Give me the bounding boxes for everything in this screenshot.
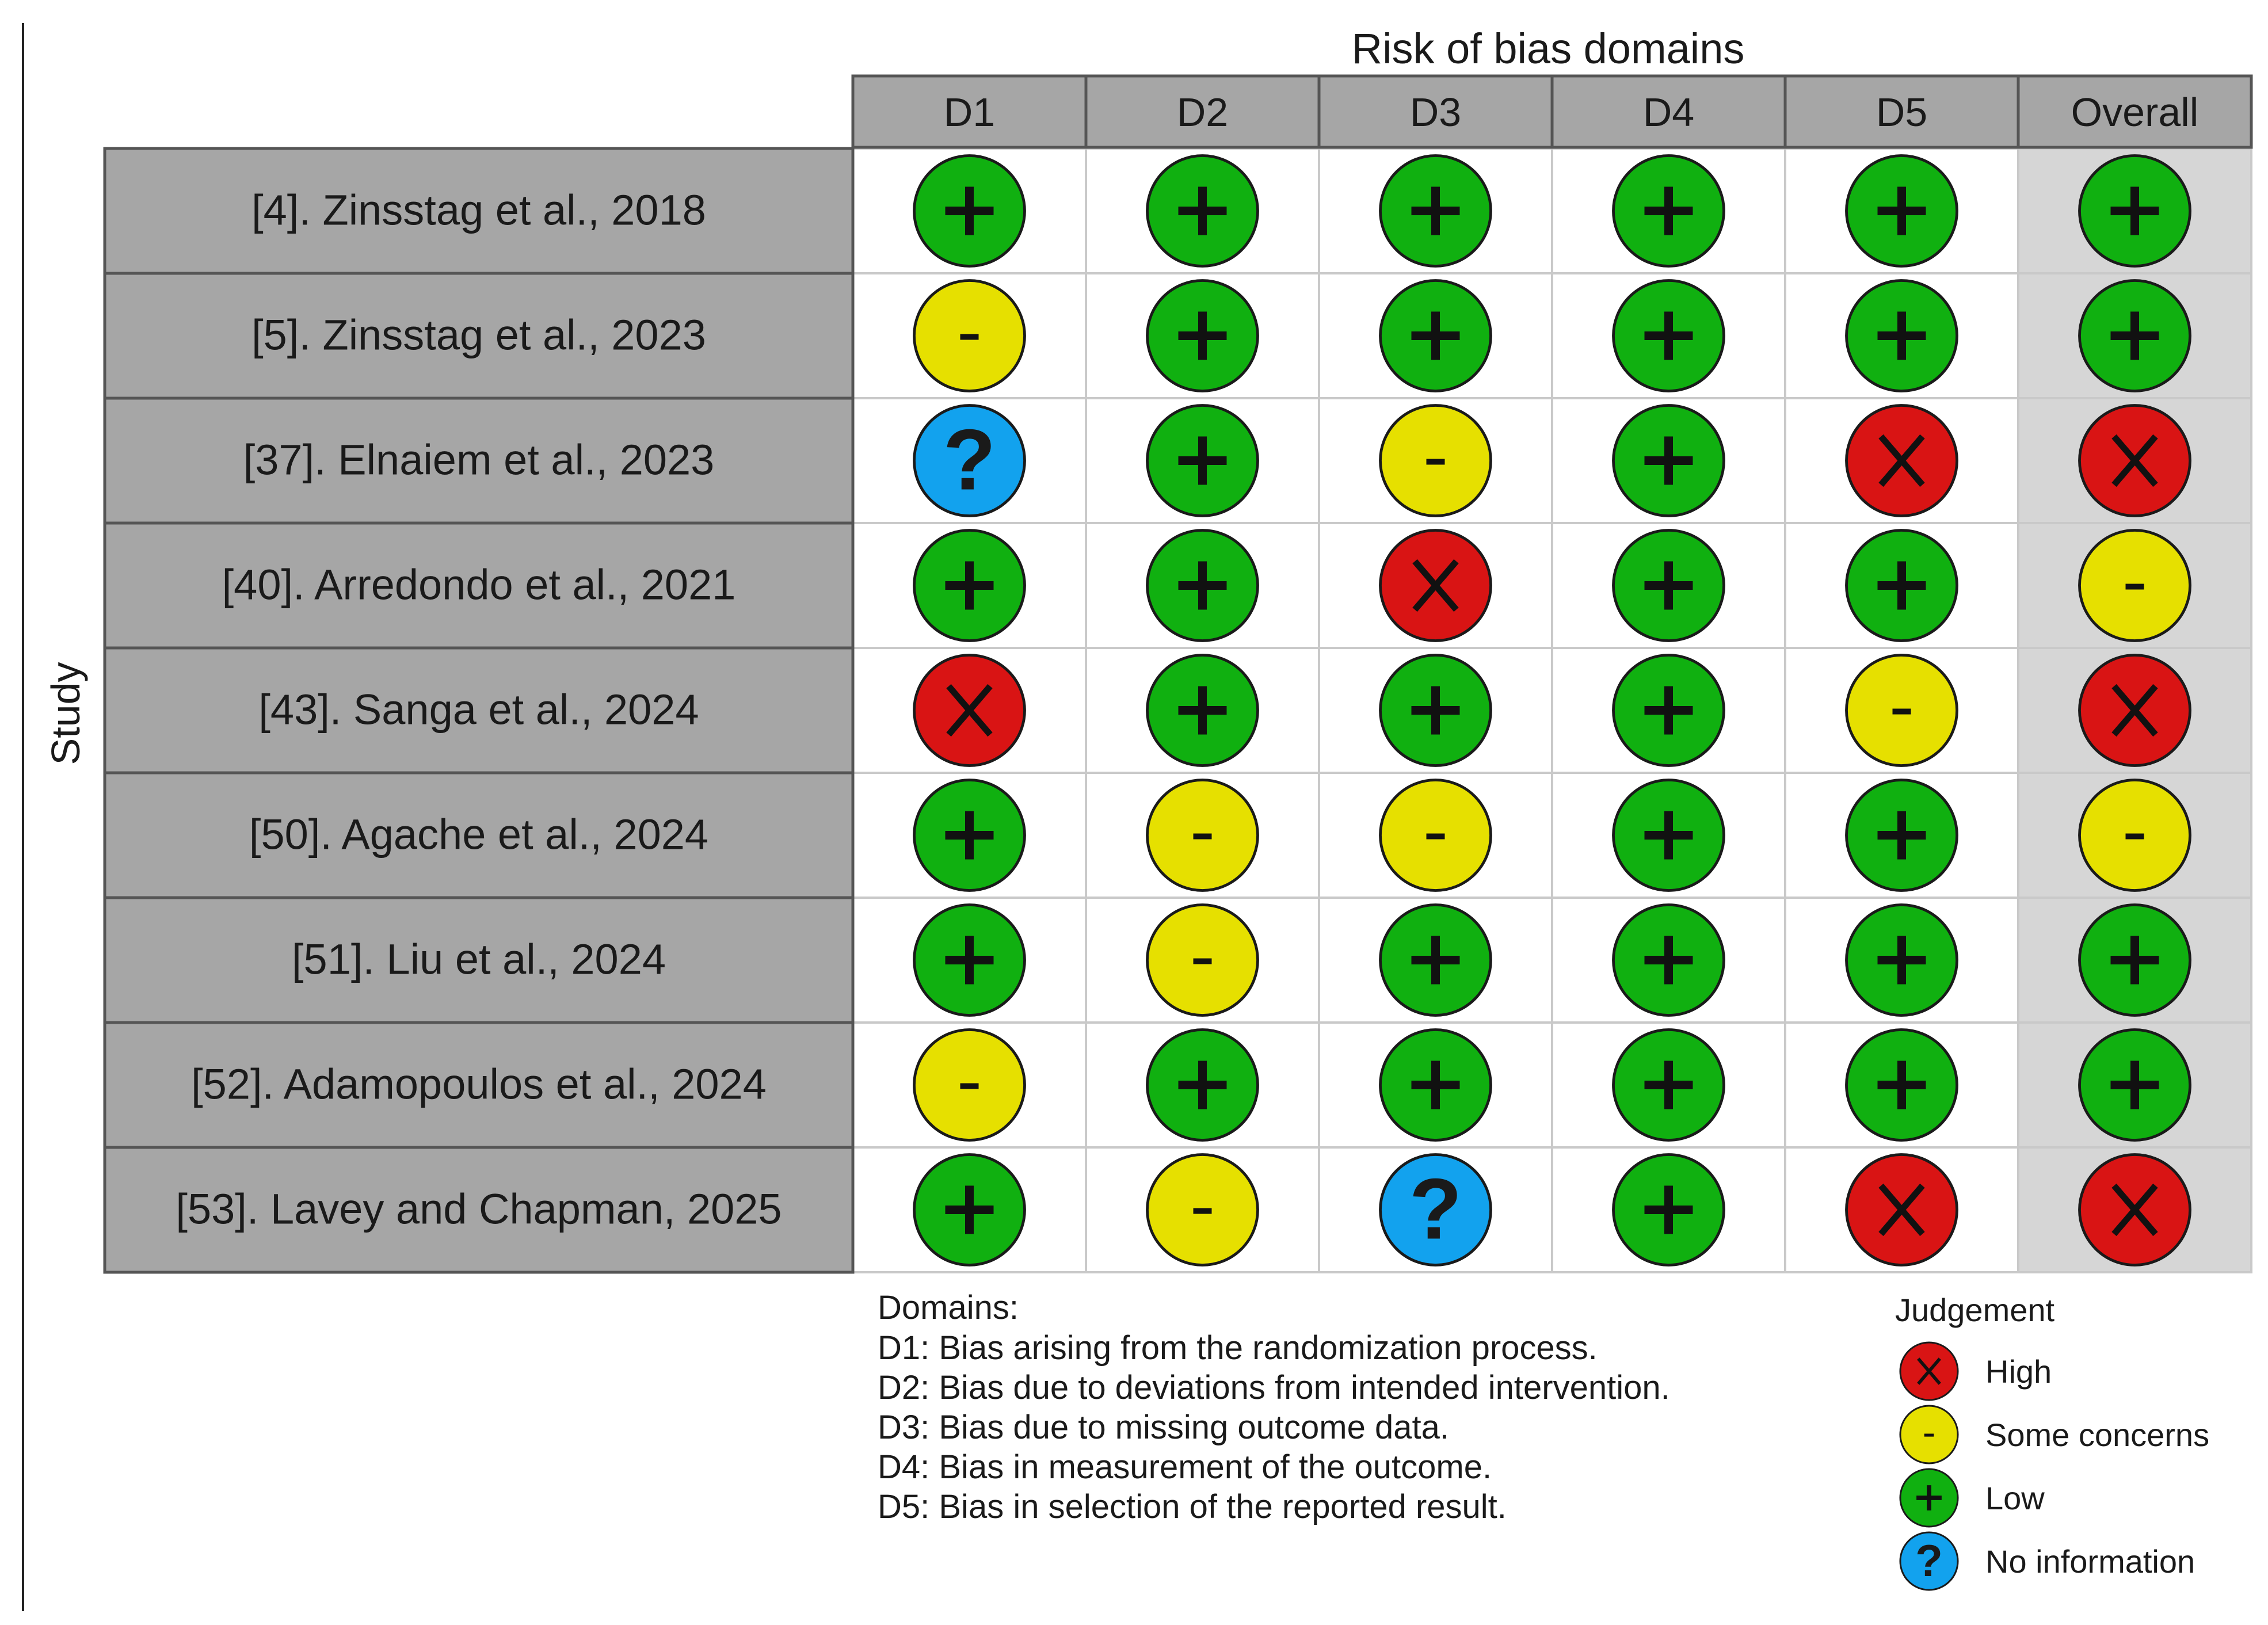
column-header-label: D4 <box>1642 90 1695 135</box>
judgement-low-mark <box>1614 1155 1724 1265</box>
judgement-some-mark <box>914 1030 1025 1140</box>
study-label: [51]. Liu et al., 2024 <box>291 935 666 983</box>
judgement-some-mark <box>914 281 1025 391</box>
svg-text:?: ? <box>1409 1160 1462 1257</box>
column-header-overall <box>2018 76 2251 147</box>
column-header-d4 <box>1552 76 1785 147</box>
study-label: [4]. Zinsstag et al., 2018 <box>251 186 706 234</box>
judgement-low-mark <box>1381 1030 1491 1140</box>
column-header-d5 <box>1785 76 2018 147</box>
domain-description: D2: Bias due to deviations from intended intervention. <box>878 1369 1670 1406</box>
column-headers <box>853 76 2251 147</box>
judgement-low-mark <box>1847 281 1957 391</box>
study-label: [37]. Elnaiem et al., 2023 <box>243 436 715 484</box>
judgement-some-mark <box>1381 780 1491 891</box>
judgement-low-mark <box>1847 905 1957 1016</box>
judgement-low-mark <box>1614 406 1724 516</box>
judgement-low-mark <box>914 531 1025 641</box>
legend-noinfo-icon <box>1900 1532 1958 1590</box>
judgement-noinfo-mark <box>1381 1155 1491 1265</box>
judgement-low-mark <box>2080 281 2190 391</box>
judgement-high-mark <box>1847 406 1957 516</box>
judgement-some-mark <box>1847 655 1957 766</box>
column-header-label: D5 <box>1876 90 1928 135</box>
judgement-low-mark <box>1614 780 1724 891</box>
study-label: [5]. Zinsstag et al., 2023 <box>251 311 706 359</box>
judgement-low-mark <box>914 905 1025 1016</box>
judgement-some-mark <box>1148 905 1258 1016</box>
judgement-low-mark <box>914 1155 1025 1265</box>
judgement-low-mark <box>1614 531 1724 641</box>
judgement-low-mark <box>1148 1030 1258 1140</box>
column-header-d1 <box>853 76 1086 147</box>
legend-some-icon <box>1900 1406 1958 1463</box>
column-header-label: Overall <box>2071 90 2199 135</box>
judgement-low-mark <box>1148 156 1258 266</box>
judgement-low-mark <box>914 156 1025 266</box>
judgement-noinfo-mark <box>914 406 1025 516</box>
judgement-low-mark <box>1614 905 1724 1016</box>
column-header-d3 <box>1319 76 1552 147</box>
judgement-low-mark <box>1614 655 1724 766</box>
study-row <box>105 398 853 523</box>
column-header-d2 <box>1086 76 1319 147</box>
judgement-some-mark <box>1148 780 1258 891</box>
column-header-label: D1 <box>943 90 996 135</box>
domain-description: D3: Bias due to missing outcome data. <box>878 1409 1449 1446</box>
study-row <box>105 148 853 273</box>
judgement-low-mark <box>1847 156 1957 266</box>
legend-high-label: High <box>1985 1353 2052 1390</box>
legend-low-label: Low <box>1985 1480 2045 1516</box>
column-header-label: D3 <box>1409 90 1462 135</box>
judgement-low-mark <box>1381 655 1491 766</box>
study-rows <box>105 148 853 1272</box>
domains-heading: Domains: <box>878 1289 1019 1326</box>
judgement-low-mark <box>2080 905 2190 1016</box>
legend-noinfo-label: No information <box>1985 1543 2195 1580</box>
judgement-low-mark <box>1847 1030 1957 1140</box>
judgement-high-mark <box>1381 531 1491 641</box>
judgement-low-mark <box>2080 156 2190 266</box>
study-row <box>105 898 853 1023</box>
judgement-low-mark <box>1847 531 1957 641</box>
study-label: [53]. Lavey and Chapman, 2025 <box>176 1185 782 1233</box>
svg-text:?: ? <box>1915 1535 1943 1586</box>
judgement-low-mark <box>2080 1030 2190 1140</box>
domain-description: D1: Bias arising from the randomization process. <box>878 1329 1598 1367</box>
plot-grid <box>853 148 2251 1272</box>
judgement-low-mark <box>1381 905 1491 1016</box>
judgement-low-mark <box>914 780 1025 891</box>
judgement-low-mark <box>1148 531 1258 641</box>
study-row <box>105 648 853 773</box>
domain-description: D4: Bias in measurement of the outcome. <box>878 1448 1492 1486</box>
judgement-some-mark <box>1381 406 1491 516</box>
judgement-low-mark <box>1614 1030 1724 1140</box>
judgement-low-mark <box>1614 281 1724 391</box>
study-row <box>105 1023 853 1147</box>
y-axis-label: Study <box>43 662 88 765</box>
judgement-some-mark <box>2080 531 2190 641</box>
judgement-high-mark <box>1847 1155 1957 1265</box>
plot-title: Risk of bias domains <box>1351 25 1745 73</box>
judgement-low-mark <box>1614 156 1724 266</box>
study-label: [52]. Adamopoulos et al., 2024 <box>191 1060 767 1108</box>
judgement-some-mark <box>2080 780 2190 891</box>
judgement-high-mark <box>2080 1155 2190 1265</box>
legend-some-label: Some concerns <box>1985 1417 2210 1453</box>
judgement-low-mark <box>1381 281 1491 391</box>
study-label: [50]. Agache et al., 2024 <box>249 810 709 859</box>
study-label: [40]. Arredondo et al., 2021 <box>222 560 736 609</box>
judgement-some-mark <box>1148 1155 1258 1265</box>
judgement-high-mark <box>914 655 1025 766</box>
column-header-label: D2 <box>1176 90 1229 135</box>
judgement-low-mark <box>1847 780 1957 891</box>
legend-high-icon <box>1900 1342 1958 1400</box>
svg-text:?: ? <box>943 411 996 508</box>
study-row <box>105 273 853 398</box>
judgement-heading: Judgement <box>1895 1292 2055 1328</box>
judgement-low-mark <box>1381 156 1491 266</box>
judgement-high-mark <box>2080 406 2190 516</box>
judgement-low-mark <box>1148 281 1258 391</box>
judgement-low-mark <box>1148 406 1258 516</box>
judgement-high-mark <box>2080 655 2190 766</box>
study-row <box>105 1147 853 1272</box>
judgement-low-mark <box>1148 655 1258 766</box>
legend-low-icon <box>1900 1469 1958 1527</box>
study-label: [43]. Sanga et al., 2024 <box>258 685 699 734</box>
study-row <box>105 523 853 648</box>
domain-description: D5: Bias in selection of the reported result. <box>878 1488 1507 1525</box>
study-row <box>105 773 853 898</box>
